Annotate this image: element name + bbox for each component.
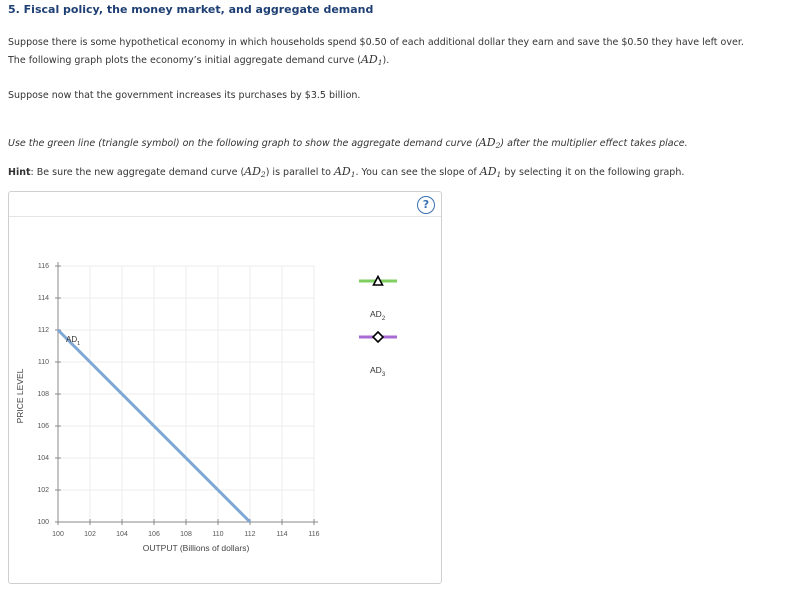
hint-text: by selecting it on the following graph. [501, 167, 685, 178]
x-tick-label: 106 [148, 531, 160, 538]
instruction-paragraph [8, 134, 688, 154]
intro-paragraph [8, 34, 748, 71]
math-subscript: 1 [350, 170, 356, 179]
x-tick-label: 100 [52, 531, 64, 538]
triangle-icon[interactable] [374, 277, 383, 286]
hint-text: : Be sure the new aggregate demand curve ( [30, 167, 245, 178]
intro-text-end: ). [382, 55, 390, 66]
y-tick-label: 112 [37, 327, 49, 334]
government-paragraph: Suppose now that the government increases its purchases by $3.5 billion. [8, 90, 361, 101]
y-tick-label: 108 [37, 391, 49, 398]
x-tick-label: 116 [308, 531, 320, 538]
hint-text: . You can see the slope of [355, 167, 480, 178]
math-ad: AD [360, 53, 378, 66]
math-subscript: 2 [495, 141, 501, 150]
y-tick-label: 116 [37, 263, 49, 270]
math-subscript: 1 [496, 170, 502, 179]
intro-text: Suppose there is some hypothetical economy in which households spend $0.50 of each additional dollar they earn and save the $0.50 they have left over. The following graph plots the economy’s initial aggregate demand curve ( [8, 37, 744, 66]
math-subscript: 2 [260, 170, 266, 179]
math-ad: AD [244, 165, 261, 178]
instruction-text-end: ) after the multiplier effect takes place. [500, 138, 688, 149]
x-tick-label: 110 [212, 531, 224, 538]
math-subscript: 1 [377, 58, 383, 67]
y-tick-label: 110 [37, 359, 49, 366]
ad-graph[interactable] [9, 192, 441, 583]
math-ad: AD [479, 165, 497, 178]
x-tick-label: 102 [84, 531, 96, 538]
legend-label: $AD_2$ [370, 309, 386, 322]
hint-label: Hint [8, 167, 31, 178]
y-tick-label: 104 [37, 455, 49, 462]
hint-text: ) is parallel to [265, 167, 334, 178]
y-tick-label: 102 [37, 487, 49, 494]
graph-panel-toolbar [9, 192, 441, 217]
x-tick-label: 114 [276, 531, 288, 538]
y-tick-label: 100 [37, 519, 49, 526]
y-tick-label: 114 [37, 295, 49, 302]
math-ad: AD [333, 165, 351, 178]
legend-label: $AD_3$ [370, 365, 386, 378]
x-tick-label: 104 [116, 531, 128, 538]
x-tick-label: 112 [244, 531, 256, 538]
x-axis-label: OUTPUT (Billions of dollars) [142, 543, 250, 553]
diamond-icon[interactable] [373, 332, 383, 342]
y-axis-label: PRICE LEVEL [15, 368, 25, 424]
page-title: 5. Fiscal policy, the money market, and aggregate demand [8, 3, 374, 16]
y-tick-label: 106 [37, 423, 49, 430]
question-icon[interactable]: ? [417, 196, 435, 214]
hint-paragraph [8, 163, 684, 183]
graph-panel [8, 191, 442, 584]
math-ad: AD [478, 136, 496, 149]
ad1-curve-label: $AD_1$ [66, 335, 81, 347]
x-tick-label: 108 [180, 531, 192, 538]
instruction-text: Use the green line (triangle symbol) on the following graph to show the aggregate demand curve ( [8, 138, 479, 149]
